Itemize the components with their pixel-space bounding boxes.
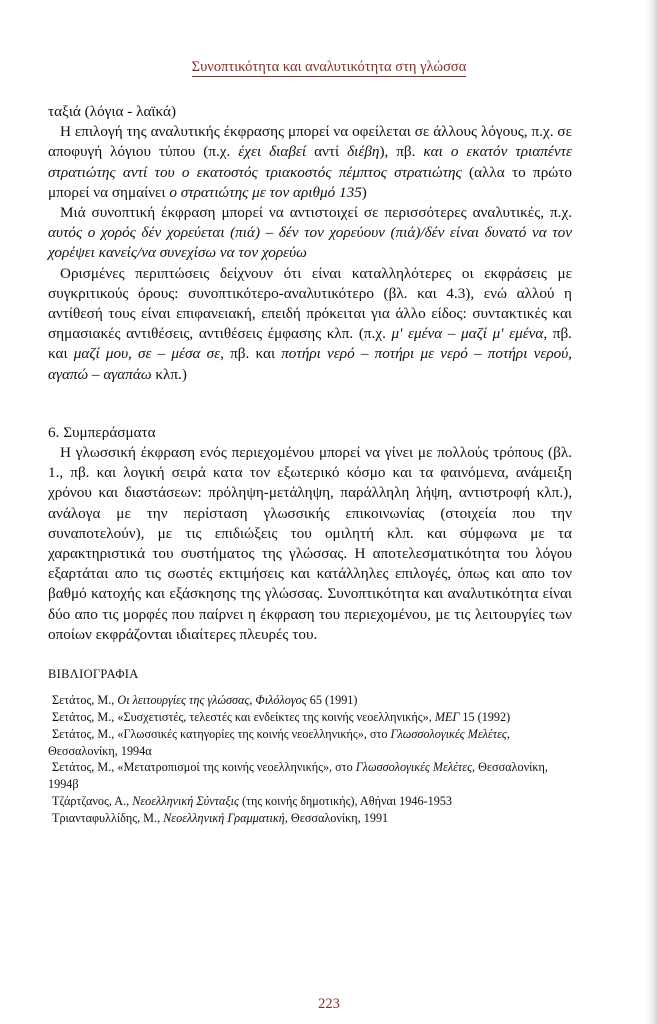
italic-example: αυτός ο χορός δέν χορεύεται (πιά) – δέν τον χορεύουν (πιά)/δέν είναι δυνατό να τον χορέψει κανείς/να συνεχίσω να τον χορεύω <box>48 224 572 262</box>
bib-text: Τζάρτζανος, Α., <box>52 794 133 809</box>
bib-text: 15 (1992) <box>459 710 511 725</box>
bib-italic-title: Γλωσσολογικές Μελέτες <box>390 726 507 741</box>
running-header <box>0 59 658 76</box>
text-run: Ορισμένες περιπτώσεις δείχνουν ότι είναι καταλληλότερες οι εκφράσεις με συγκριτικούς όρους: συνοπτικότερο-αναλυτικότερο (βλ. και 4.3), ενώ αλλού η αντίθεσή τους είναι επιφανειακή, επειδή πρόκειται για άλλο είδος: συντακτικές και σημασιακές αντιθέσεις, αντιθέσεις έμφασης κλπ. (π.χ. <box>48 264 572 343</box>
bib-text: (της κοινής δημοτικής), Αθήναι 1946-1953 <box>238 794 452 809</box>
bibliography-title: ΒΙΒΛΙΟΓΡΑΦΙΑ <box>48 667 139 682</box>
italic-example: μαζί μου, σε – μέσα σε <box>73 345 221 363</box>
text-run: Μιά συνοπτική έκφραση μπορεί να αντιστοιχεί σε περισσότερες αναλυτικές, π.χ. <box>60 204 572 222</box>
bibliography-entry <box>48 759 572 793</box>
italic-example: έχει διαβεί <box>238 143 307 161</box>
page-edge-shadow <box>646 0 658 1024</box>
text-run: , πβ. και <box>48 325 572 363</box>
bib-text: , Θεσσαλονίκη, 1994β <box>48 760 548 792</box>
bib-italic-title: Γλωσσολογικές Μελέτες <box>355 760 473 775</box>
bib-text: , Θεσσαλονίκη, 1991 <box>284 810 389 825</box>
bib-italic-title: ΜΕΓ <box>434 710 460 725</box>
section5-lead-line: ταξιά (λόγια - λαϊκά) <box>48 103 177 120</box>
section-heading-conclusions: 6. Συμπεράσματα <box>48 423 156 441</box>
bib-text: Σετάτος, Μ., «Συσχετιστές, τελεστές και ενδείκτες της κοινής νεοελληνικής», <box>52 710 435 725</box>
bib-italic-title: Νεοελληνική Σύνταξις <box>132 794 239 809</box>
running-title: Συνοπτικότητα και αναλυτικότητα στη γλώσσα <box>191 59 467 75</box>
bibliography-entry <box>48 709 572 726</box>
bibliography-entry <box>48 726 572 760</box>
bib-text: Σετάτος, Μ., «Γλωσσικές κατηγορίες της κοινής νεοελληνικής», στο <box>52 726 391 741</box>
bib-text: 65 (1991) <box>306 693 358 708</box>
text-run: ), πβ. <box>379 143 424 161</box>
text-run: αντί <box>306 143 348 161</box>
bib-italic-title: Οι λειτουργίες της γλώσσας, Φιλόλογος <box>117 693 307 708</box>
bib-text: Σετάτος, Μ., <box>52 693 118 708</box>
text-run: ) <box>361 183 367 201</box>
text-run: (αλλα το πρώτο μπορεί να σημαίνει <box>48 163 572 201</box>
page-number: 223 <box>318 996 340 1012</box>
paragraph-analytic-reasons <box>48 122 572 203</box>
bibliography-entry <box>48 692 572 709</box>
text-run: κλπ.) <box>151 365 187 383</box>
paragraph-comparative-terms <box>48 264 572 385</box>
bib-text: Τριανταφυλλίδης, Μ., <box>52 810 164 825</box>
bibliography-list <box>48 692 572 826</box>
italic-example: μ' εμένα – μαζί μ' εμένα <box>391 325 544 343</box>
bib-text: Σετάτος, Μ., «Μετατροπισμοί της κοινής νεοελληνικής», στο <box>52 760 356 775</box>
bib-italic-title: Νεοελληνική Γραμματική <box>163 810 285 825</box>
italic-example: ο στρατιώτης με τον αριθμό 135 <box>169 183 362 201</box>
text-run: Η επιλογή της αναλυτικής έκφρασης μπορεί να οφείλεται σε άλλους λόγους, π.χ. σε αποφυγή λόγιου τύπου (π.χ. <box>48 123 572 161</box>
italic-example: ποτήρι νερό – ποτήρι με νερό – ποτήρι νερού, αγαπώ – αγαπάω <box>48 345 572 383</box>
page-content <box>48 102 572 827</box>
italic-example: και ο εκατόν τριαπέντε στρατιώτης αντί του ο εκατοστός τριακοστός πέμπτος στρατιώτης <box>48 143 573 181</box>
bibliography-entry <box>48 793 572 810</box>
text-run: , πβ. και <box>220 345 282 363</box>
paragraph-synoptic-expression <box>48 203 572 264</box>
italic-example: διέβη <box>347 143 380 161</box>
bibliography-entry <box>48 810 572 827</box>
paragraph-conclusions: Η γλωσσική έκφραση ενός περιεχομένου μπορεί να γίνει με πολλούς τρόπους (βλ. 1., πβ. και λογική σειρά κατα τον εξωτερικό κόσμο και τα φαινόμενα, ανάμειξη χρόνου και διαστάσεων: πρόληψη-μετάληψη, παράλληλη λήψη, αντιστροφή κλπ.), ανάλογα με την περίσταση γλωσσικής επικοινωνίας (στοιχεία που την συναποτελούν), με τις επιδιώξεις του ομιλητή κλπ. και σύμφωνα με τα χαρακτηριστικά του συστήματος της γλώσσας. Η αποτελεσματικότητα του λόγου εξαρτάται απο τις σωστές εκτιμήσεις και κατάλληλες επιλογές, όπως και απο τον βαθμό κατοχής και εξάσκησης της γλώσσας. Συνοπτικότητα και αναλυτικότητα είναι δύο απο τις μορφές που παίρνει η έκφραση του περιεχομένου, με τις λειτουργίες των οποίων εκφράζονται ιδιαίτερες πλευρές του. <box>48 444 572 643</box>
bib-text: , Θεσσαλονίκη, 1994α <box>48 726 510 758</box>
